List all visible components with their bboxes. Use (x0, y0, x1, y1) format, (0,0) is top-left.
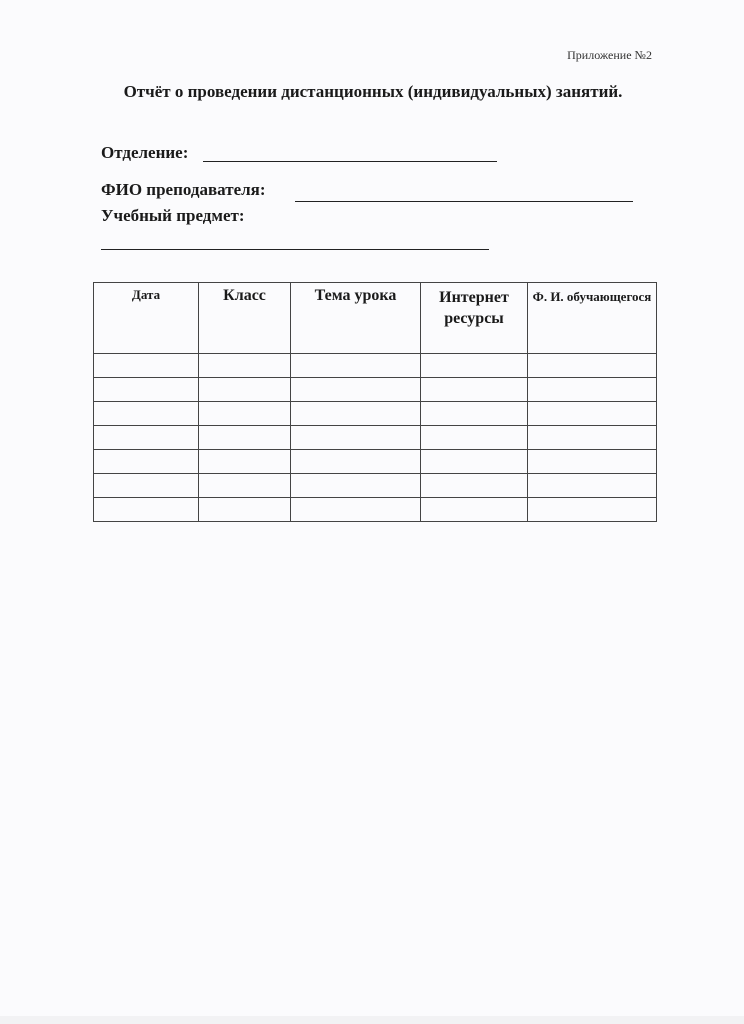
table-body (94, 354, 657, 522)
table-cell (291, 498, 421, 522)
document-title: Отчёт о проведении дистанционных (индивидуальных) занятий. (123, 82, 623, 101)
table-row (94, 474, 657, 498)
table-cell (291, 426, 421, 450)
department-label: Отделение: (101, 143, 189, 162)
table-cell (199, 474, 291, 498)
table-cell (421, 450, 528, 474)
table-row (94, 378, 657, 402)
table-cell (528, 354, 657, 378)
header-date: Дата (94, 283, 199, 354)
header-class: Класс (199, 283, 291, 354)
table-cell (199, 426, 291, 450)
table-cell (291, 474, 421, 498)
department-fill-line (203, 161, 497, 162)
table-cell (421, 426, 528, 450)
table-row (94, 426, 657, 450)
table-cell (421, 378, 528, 402)
table-cell (94, 378, 199, 402)
table-cell (291, 354, 421, 378)
table-cell (199, 354, 291, 378)
table-cell (94, 498, 199, 522)
table-cell (421, 498, 528, 522)
table-cell (94, 402, 199, 426)
header-lesson-topic: Тема урока (291, 283, 421, 354)
table-cell (528, 402, 657, 426)
subject-label: Учебный предмет: (101, 206, 245, 225)
table-cell (528, 426, 657, 450)
table-cell (199, 378, 291, 402)
table-header-row (94, 283, 657, 354)
table-cell (94, 474, 199, 498)
report-table (93, 282, 657, 522)
table-cell (94, 450, 199, 474)
table-cell (528, 450, 657, 474)
header-student-name: Ф. И. обучающегося (528, 283, 657, 354)
table-cell (291, 378, 421, 402)
table-cell (528, 378, 657, 402)
header-internet-resources: Интернет ресурсы (421, 283, 528, 354)
table-row (94, 498, 657, 522)
table-row (94, 354, 657, 378)
table-cell (291, 402, 421, 426)
table-row (94, 402, 657, 426)
table-cell (94, 426, 199, 450)
scan-edge (0, 1016, 744, 1024)
table-cell (94, 354, 199, 378)
table-cell (421, 474, 528, 498)
table-cell (421, 354, 528, 378)
teacher-label: ФИО преподавателя: (101, 180, 266, 199)
subject-fill-line (101, 249, 489, 250)
table-row (94, 450, 657, 474)
table-cell (528, 498, 657, 522)
table-cell (421, 402, 528, 426)
table-cell (291, 450, 421, 474)
table-cell (528, 474, 657, 498)
appendix-label: Приложение №2 (567, 48, 652, 62)
table-cell (199, 450, 291, 474)
table-cell (199, 498, 291, 522)
table-cell (199, 402, 291, 426)
teacher-fill-line (295, 201, 633, 202)
